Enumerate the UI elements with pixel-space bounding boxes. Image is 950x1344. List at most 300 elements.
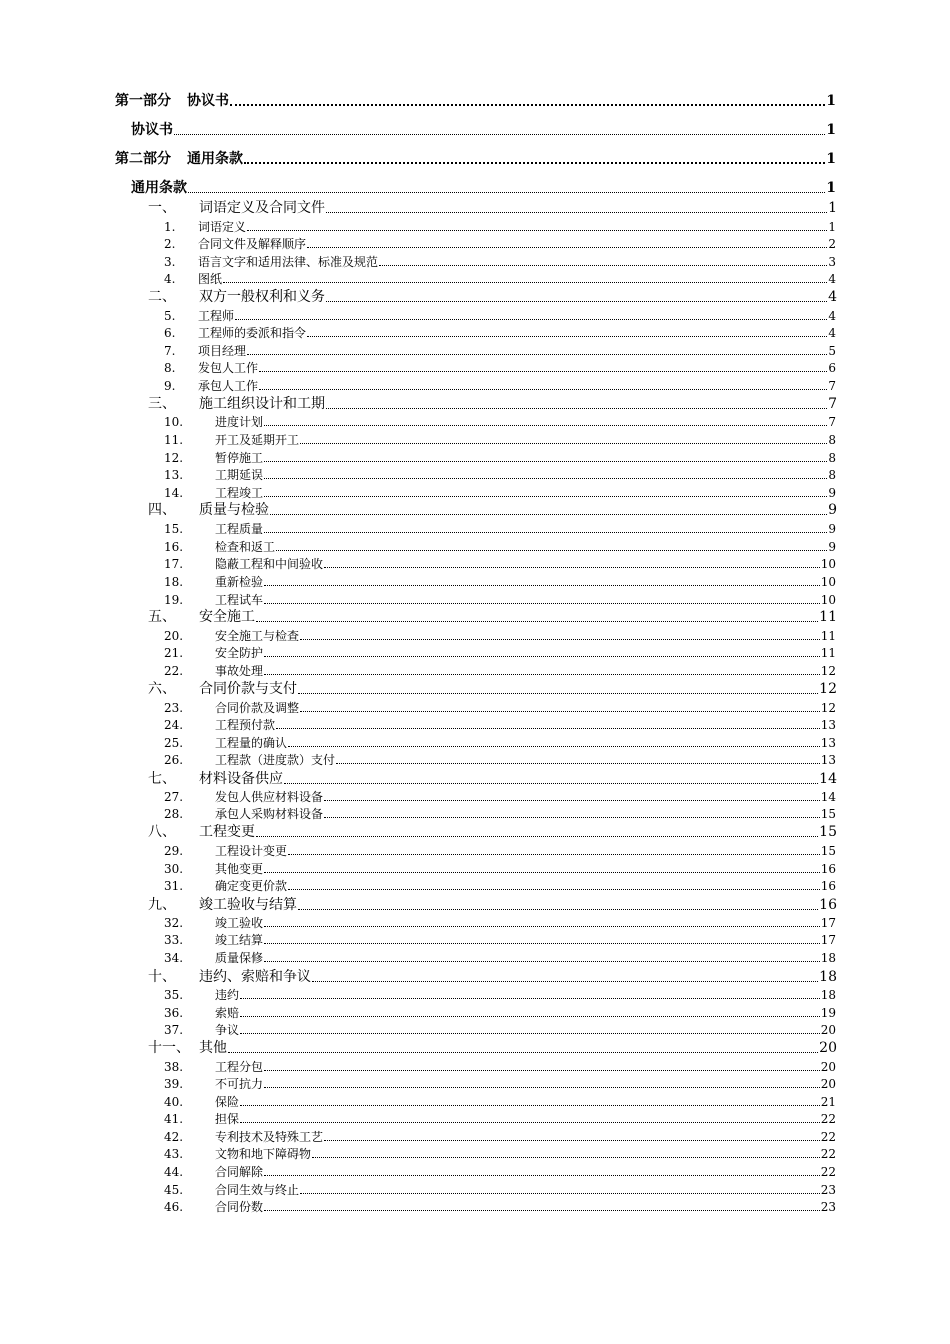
article-number: 45.: [164, 1183, 184, 1197]
entry-title: 协议书: [187, 93, 229, 109]
entry-title: 不可抗力: [215, 1077, 264, 1091]
entry-title: 通用条款: [187, 151, 243, 167]
toc-entry-article[interactable]: [164, 863, 836, 875]
toc-entry-article[interactable]: [164, 630, 836, 642]
dot-leader: [300, 711, 820, 712]
dot-leader: [312, 981, 818, 982]
page-number: 1: [828, 220, 836, 234]
toc-entry-chapter[interactable]: [148, 682, 837, 696]
chapter-number: 一、: [148, 200, 176, 216]
toc-entry-article[interactable]: [164, 791, 836, 803]
article-number: 21.: [164, 646, 184, 660]
toc-entry-article[interactable]: [164, 487, 836, 499]
dot-leader: [264, 1210, 820, 1211]
dot-leader: [264, 496, 827, 497]
dot-leader: [324, 567, 820, 568]
dot-leader: [288, 746, 820, 747]
dot-leader: [264, 585, 820, 586]
dot-leader: [235, 319, 827, 320]
dot-leader: [256, 621, 818, 622]
part-label: 第二部分: [115, 151, 171, 167]
toc-entry-article[interactable]: [164, 647, 836, 659]
toc-entry-article[interactable]: [164, 345, 836, 357]
entry-title: 工程质量: [215, 522, 264, 536]
article-number: 8.: [164, 361, 176, 375]
chapter-number: 二、: [148, 289, 176, 305]
toc-entry-article[interactable]: [164, 1166, 836, 1178]
toc-entry-chapter[interactable]: [148, 503, 837, 517]
article-number: 36.: [164, 1006, 184, 1020]
article-number: 33.: [164, 933, 184, 947]
dot-leader: [298, 693, 818, 694]
entry-title: 承包人工作: [198, 379, 259, 393]
article-number: 15.: [164, 522, 184, 536]
article-number: 41.: [164, 1112, 184, 1126]
dot-leader: [324, 800, 820, 801]
entry-title: 质量与检验: [199, 502, 269, 518]
page-number: 7: [828, 396, 837, 412]
article-number: 46.: [164, 1200, 184, 1214]
toc-entry-article[interactable]: [164, 737, 836, 749]
toc-entry-chapter[interactable]: [148, 970, 837, 984]
toc-entry-article[interactable]: [164, 719, 836, 731]
entry-title: 竣工结算: [215, 933, 264, 947]
dot-leader: [256, 836, 818, 837]
toc-entry-section[interactable]: [131, 123, 836, 137]
entry-title: 合同份数: [215, 1200, 264, 1214]
entry-title: 检查和返工: [215, 540, 276, 554]
page-number: 21: [820, 1095, 836, 1109]
dot-leader: [276, 550, 827, 551]
chapter-number: 十一、: [148, 1040, 190, 1056]
entry-title: 违约、索赔和争议: [199, 969, 311, 985]
page-number: 2: [828, 237, 836, 251]
page-number: 23: [820, 1183, 836, 1197]
entry-title: 合同解除: [215, 1165, 264, 1179]
page-number: 15: [820, 844, 836, 858]
toc-entry-article[interactable]: [164, 880, 836, 892]
dot-leader: [240, 998, 820, 999]
article-number: 23.: [164, 701, 184, 715]
page-number: 16: [820, 879, 836, 893]
toc-entry-article[interactable]: [164, 452, 836, 464]
page-number: 22: [820, 1130, 836, 1144]
entry-title: 违约: [215, 988, 240, 1002]
dot-leader: [264, 872, 820, 873]
toc-entry-article[interactable]: [164, 702, 836, 714]
toc-entry-article[interactable]: [164, 362, 836, 374]
dot-leader: [247, 230, 827, 231]
page-number: 8: [828, 451, 836, 465]
page-number: 4: [828, 309, 836, 323]
toc-entry-article[interactable]: [164, 1024, 836, 1036]
article-number: 11.: [164, 433, 184, 447]
entry-title: 工程试车: [215, 593, 264, 607]
dot-leader: [244, 162, 825, 164]
dot-leader: [270, 514, 827, 515]
page-number: 9: [828, 540, 836, 554]
entry-title: 竣工验收与结算: [199, 897, 297, 913]
article-number: 6.: [164, 326, 176, 340]
toc-entry-article[interactable]: [164, 952, 836, 964]
entry-title: 承包人采购材料设备: [215, 807, 324, 821]
article-number: 28.: [164, 807, 184, 821]
entry-title: 隐蔽工程和中间验收: [215, 557, 324, 571]
article-number: 13.: [164, 468, 184, 482]
page-number: 15: [819, 824, 837, 840]
toc-entry-article[interactable]: [164, 1148, 836, 1160]
toc-entry-article[interactable]: [164, 576, 836, 588]
dot-leader: [336, 763, 820, 764]
toc-entry-chapter[interactable]: [148, 290, 837, 304]
toc-entry-section[interactable]: [131, 181, 836, 195]
toc-entry-part[interactable]: [115, 152, 836, 166]
dot-leader: [264, 674, 820, 675]
chapter-number: 六、: [148, 681, 176, 697]
entry-title: 语言文字和适用法律、标准及规范: [198, 255, 379, 269]
dot-leader: [264, 425, 827, 426]
page-number: 8: [828, 468, 836, 482]
toc-entry-chapter[interactable]: [148, 772, 837, 786]
toc-entry-chapter[interactable]: [148, 201, 837, 215]
page-number: 18: [820, 951, 836, 965]
page-number: 10: [820, 575, 836, 589]
article-number: 2.: [164, 237, 176, 251]
toc-entry-article[interactable]: [164, 221, 836, 233]
dot-leader: [188, 192, 825, 193]
entry-title: 工程竣工: [215, 486, 264, 500]
toc-entry-article[interactable]: [164, 416, 836, 428]
toc-entry-article[interactable]: [164, 1113, 836, 1125]
page-number: 23: [820, 1200, 836, 1214]
page-number: 16: [819, 897, 837, 913]
entry-title: 工程变更: [199, 824, 255, 840]
dot-leader: [264, 926, 820, 927]
entry-title: 重新检验: [215, 575, 264, 589]
toc-entry-article[interactable]: [164, 558, 836, 570]
article-number: 18.: [164, 575, 184, 589]
toc-entry-article[interactable]: [164, 989, 836, 1001]
toc-entry-article[interactable]: [164, 434, 836, 446]
article-number: 29.: [164, 844, 184, 858]
entry-title: 施工组织设计和工期: [199, 396, 325, 412]
toc-entry-chapter[interactable]: [148, 825, 837, 839]
page-number: 4: [828, 326, 836, 340]
page-number: 10: [820, 593, 836, 607]
dot-leader: [230, 104, 825, 106]
entry-title: 发包人工作: [198, 361, 259, 375]
entry-title: 材料设备供应: [199, 771, 283, 787]
dot-leader: [264, 478, 827, 479]
page-number: 1: [826, 180, 836, 196]
toc-entry-article[interactable]: [164, 541, 836, 553]
page-number: 20: [820, 1060, 836, 1074]
toc-entry-article[interactable]: [164, 327, 836, 339]
article-number: 16.: [164, 540, 184, 554]
toc-entry-chapter[interactable]: [148, 610, 837, 624]
dot-leader: [264, 603, 820, 604]
dot-leader: [264, 532, 827, 533]
toc-entry-article[interactable]: [164, 1007, 836, 1019]
article-number: 14.: [164, 486, 184, 500]
entry-title: 质量保修: [215, 951, 264, 965]
page-number: 1: [826, 151, 836, 167]
page-number: 15: [820, 807, 836, 821]
toc-entry-article[interactable]: [164, 273, 836, 285]
toc-entry-article[interactable]: [164, 1096, 836, 1108]
entry-title: 项目经理: [198, 344, 247, 358]
dot-leader: [326, 301, 827, 302]
article-number: 38.: [164, 1060, 184, 1074]
chapter-number: 七、: [148, 771, 176, 787]
page-number: 8: [828, 433, 836, 447]
entry-title: 词语定义: [198, 220, 247, 234]
entry-title: 工程师: [198, 309, 235, 323]
entry-title: 发包人供应材料设备: [215, 790, 324, 804]
page-number: 12: [820, 664, 836, 678]
dot-leader: [288, 854, 820, 855]
page-number: 19: [820, 1006, 836, 1020]
entry-title: 保险: [215, 1095, 240, 1109]
toc-entry-part[interactable]: [115, 94, 836, 108]
page-number: 17: [820, 933, 836, 947]
article-number: 43.: [164, 1147, 184, 1161]
article-number: 27.: [164, 790, 184, 804]
toc-entry-article[interactable]: [164, 845, 836, 857]
part-label: 第一部分: [115, 93, 171, 109]
toc-entry-article[interactable]: [164, 1131, 836, 1143]
entry-title: 词语定义及合同文件: [199, 200, 325, 216]
dot-leader: [264, 656, 820, 657]
article-number: 9.: [164, 379, 176, 393]
entry-title: 争议: [215, 1023, 240, 1037]
page-number: 9: [828, 486, 836, 500]
dot-leader: [240, 1016, 820, 1017]
page-number: 7: [828, 415, 836, 429]
article-number: 35.: [164, 988, 184, 1002]
page-number: 11: [820, 646, 836, 660]
article-number: 34.: [164, 951, 184, 965]
toc-entry-article[interactable]: [164, 1078, 836, 1090]
entry-title: 工程量的确认: [215, 736, 288, 750]
toc-entry-article[interactable]: [164, 469, 836, 481]
toc-entry-article[interactable]: [164, 1201, 836, 1213]
dot-leader: [298, 909, 818, 910]
entry-title: 文物和地下障碍物: [215, 1147, 312, 1161]
dot-leader: [223, 282, 827, 283]
toc-entry-article[interactable]: [164, 380, 836, 392]
toc-entry-article[interactable]: [164, 523, 836, 535]
dot-leader: [264, 943, 820, 944]
dot-leader: [228, 1052, 818, 1053]
entry-title: 暂停施工: [215, 451, 264, 465]
dot-leader: [307, 336, 827, 337]
article-number: 37.: [164, 1023, 184, 1037]
chapter-number: 八、: [148, 824, 176, 840]
dot-leader: [240, 1105, 820, 1106]
article-number: 24.: [164, 718, 184, 732]
dot-leader: [300, 1193, 820, 1194]
article-number: 44.: [164, 1165, 184, 1179]
dot-leader: [284, 783, 818, 784]
entry-title: 合同价款及调整: [215, 701, 300, 715]
page-number: 18: [819, 969, 837, 985]
toc-entry-article[interactable]: [164, 256, 836, 268]
toc-entry-article[interactable]: [164, 238, 836, 250]
toc-entry-article[interactable]: [164, 594, 836, 606]
chapter-number: 十、: [148, 969, 176, 985]
article-number: 22.: [164, 664, 184, 678]
page-number: 11: [819, 609, 837, 625]
article-number: 3.: [164, 255, 176, 269]
toc-entry-article[interactable]: [164, 754, 836, 766]
page-number: 3: [828, 255, 836, 269]
page-number: 17: [820, 916, 836, 930]
page-number: 22: [820, 1165, 836, 1179]
toc-entry-article[interactable]: [164, 1061, 836, 1073]
entry-title: 工程设计变更: [215, 844, 288, 858]
chapter-number: 五、: [148, 609, 176, 625]
page-number: 16: [820, 862, 836, 876]
article-number: 12.: [164, 451, 184, 465]
entry-title: 工期延误: [215, 468, 264, 482]
toc-entry-chapter[interactable]: [148, 397, 837, 411]
article-number: 4.: [164, 272, 176, 286]
toc-entry-article[interactable]: [164, 310, 836, 322]
dot-leader: [326, 408, 827, 409]
page-number: 7: [828, 379, 836, 393]
page-number: 4: [828, 272, 836, 286]
page-number: 5: [828, 344, 836, 358]
entry-title: 安全施工与检查: [215, 629, 300, 643]
page-number: 14: [819, 771, 837, 787]
entry-title: 专利技术及特殊工艺: [215, 1130, 324, 1144]
dot-leader: [247, 354, 827, 355]
entry-title: 竣工验收: [215, 916, 264, 930]
entry-title: 安全防护: [215, 646, 264, 660]
article-number: 19.: [164, 593, 184, 607]
toc-entry-article[interactable]: [164, 808, 836, 820]
page-number: 13: [820, 718, 836, 732]
article-number: 32.: [164, 916, 184, 930]
entry-title: 合同文件及解释顺序: [198, 237, 307, 251]
dot-leader: [312, 1157, 820, 1158]
dot-leader: [324, 817, 820, 818]
entry-title: 工程款（进度款）支付: [215, 753, 336, 767]
article-number: 1.: [164, 220, 176, 234]
toc-entry-chapter[interactable]: [148, 898, 837, 912]
page-number: 20: [820, 1077, 836, 1091]
page-number: 12: [820, 701, 836, 715]
dot-leader: [259, 389, 827, 390]
dot-leader: [264, 1070, 820, 1071]
entry-title: 开工及延期开工: [215, 433, 300, 447]
toc-entry-article[interactable]: [164, 934, 836, 946]
article-number: 7.: [164, 344, 176, 358]
page-number: 20: [819, 1040, 837, 1056]
page-number: 1: [826, 122, 836, 138]
dot-leader: [264, 1175, 820, 1176]
article-number: 31.: [164, 879, 184, 893]
article-number: 42.: [164, 1130, 184, 1144]
entry-title: 合同生效与终止: [215, 1183, 300, 1197]
entry-title: 安全施工: [199, 609, 255, 625]
toc-entry-article[interactable]: [164, 917, 836, 929]
entry-title: 事故处理: [215, 664, 264, 678]
dot-leader: [300, 443, 827, 444]
page-number: 13: [820, 736, 836, 750]
page-number: 14: [820, 790, 836, 804]
entry-title: 工程预付款: [215, 718, 276, 732]
chapter-number: 九、: [148, 897, 176, 913]
article-number: 25.: [164, 736, 184, 750]
page-number: 11: [820, 629, 836, 643]
page-number: 18: [820, 988, 836, 1002]
entry-title: 其他变更: [215, 862, 264, 876]
article-number: 10.: [164, 415, 184, 429]
page-number: 22: [820, 1112, 836, 1126]
entry-title: 其他: [199, 1040, 227, 1056]
entry-title: 索赔: [215, 1006, 240, 1020]
entry-title: 合同价款与支付: [199, 681, 297, 697]
page-number: 6: [828, 361, 836, 375]
entry-title: 工程师的委派和指令: [198, 326, 307, 340]
dot-leader: [240, 1033, 820, 1034]
toc-entry-article[interactable]: [164, 1184, 836, 1196]
dot-leader: [264, 1087, 820, 1088]
entry-title: 确定变更价款: [215, 879, 288, 893]
entry-title: 双方一般权利和义务: [199, 289, 325, 305]
dot-leader: [379, 265, 827, 266]
article-number: 20.: [164, 629, 184, 643]
article-number: 5.: [164, 309, 176, 323]
page-number: 4: [828, 289, 837, 305]
page-number: 12: [819, 681, 837, 697]
dot-leader: [264, 961, 820, 962]
toc-entry-article[interactable]: [164, 665, 836, 677]
dot-leader: [259, 371, 827, 372]
entry-title: 进度计划: [215, 415, 264, 429]
page-number: 1: [828, 200, 837, 216]
toc-entry-chapter[interactable]: [148, 1041, 837, 1055]
article-number: 26.: [164, 753, 184, 767]
chapter-number: 三、: [148, 396, 176, 412]
page-number: 9: [828, 502, 837, 518]
chapter-number: 四、: [148, 502, 176, 518]
page-number: 13: [820, 753, 836, 767]
article-number: 17.: [164, 557, 184, 571]
article-number: 39.: [164, 1077, 184, 1091]
dot-leader: [300, 639, 820, 640]
dot-leader: [324, 1140, 820, 1141]
entry-title: 担保: [215, 1112, 240, 1126]
dot-leader: [288, 889, 820, 890]
entry-title: 通用条款: [131, 180, 187, 196]
entry-title: 工程分包: [215, 1060, 264, 1074]
page-number: 9: [828, 522, 836, 536]
page-number: 10: [820, 557, 836, 571]
page-number: 22: [820, 1147, 836, 1161]
dot-leader: [174, 134, 825, 135]
dot-leader: [264, 461, 827, 462]
page-number: 20: [820, 1023, 836, 1037]
page-number: 1: [826, 93, 836, 109]
dot-leader: [307, 247, 827, 248]
dot-leader: [276, 728, 820, 729]
entry-title: 图纸: [198, 272, 223, 286]
article-number: 40.: [164, 1095, 184, 1109]
article-number: 30.: [164, 862, 184, 876]
